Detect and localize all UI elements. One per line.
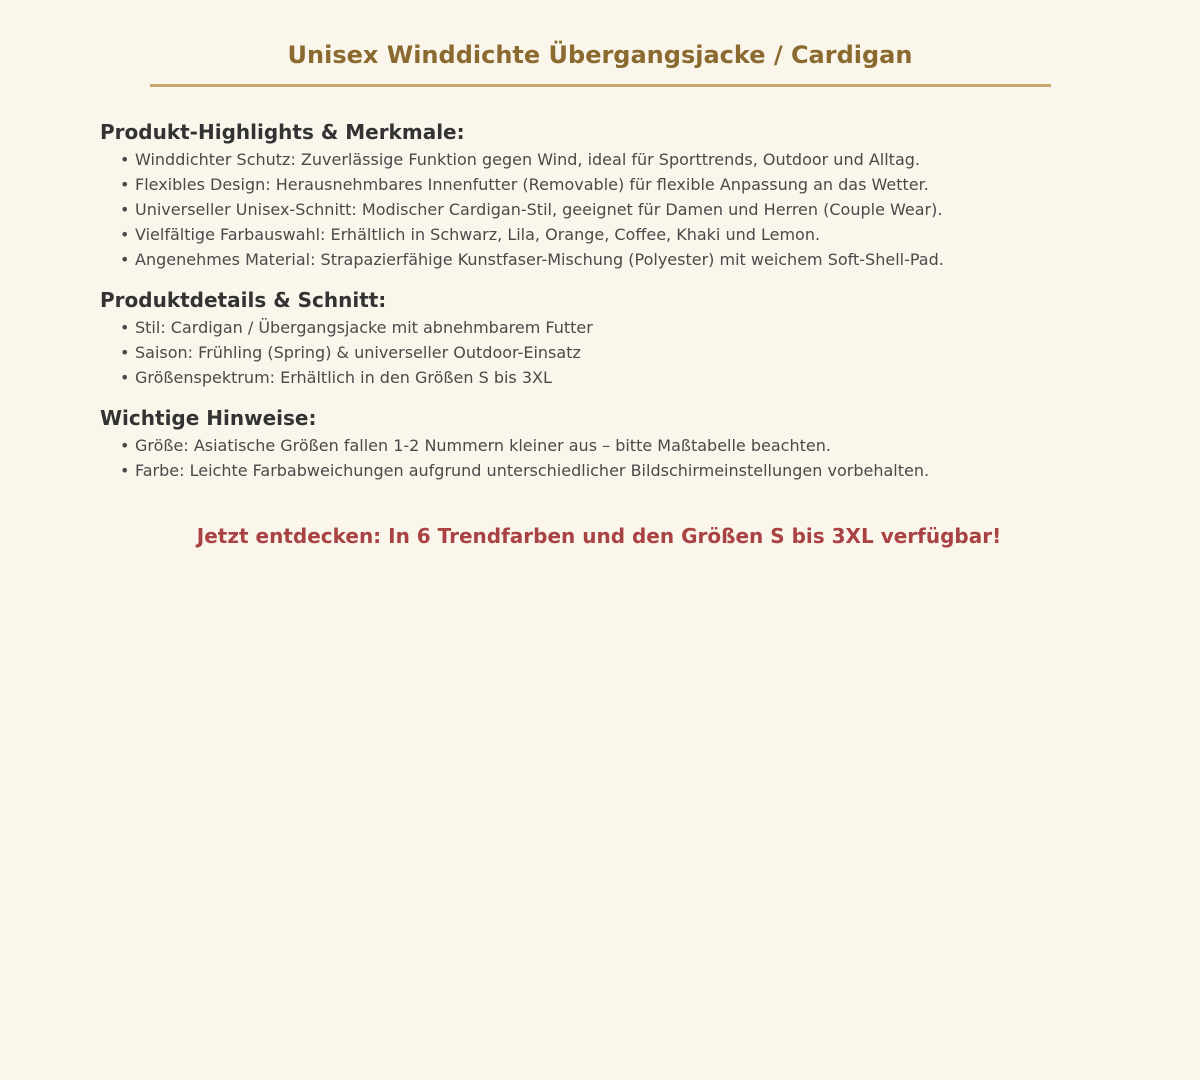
bullet-icon: • — [120, 318, 130, 337]
list-item — [120, 340, 1100, 365]
list-item-text: Größenspektrum: Erhältlich in den Größen S bis 3XL — [135, 368, 552, 387]
list-item — [120, 222, 1100, 247]
list-item-text: Saison: Frühling (Spring) & universeller Outdoor-Einsatz — [135, 343, 581, 362]
section-heading: Produkt-Highlights & Merkmale: — [100, 120, 465, 144]
section-notes — [100, 406, 1100, 483]
list-item — [120, 197, 1100, 222]
list-item-text: Vielfältige Farbauswahl: Erhältlich in Schwarz, Lila, Orange, Coffee, Khaki und Lemon. — [135, 225, 821, 244]
list-item — [120, 247, 1100, 272]
page-title: Unisex Winddichte Übergangsjacke / Cardigan — [287, 41, 913, 69]
bullet-icon: • — [120, 150, 130, 169]
notes-list — [100, 433, 1100, 483]
list-item-text: Universeller Unisex-Schnitt: Modischer Cardigan-Stil, geeignet für Damen und Herren (Couple Wear). — [135, 200, 943, 219]
bullet-icon: • — [120, 250, 130, 269]
list-item-text: Stil: Cardigan / Übergangsjacke mit abnehmbarem Futter — [135, 318, 593, 337]
list-item-text: Farbe: Leichte Farbabweichungen aufgrund unterschiedlicher Bildschirmeinstellungen vorbehalten. — [135, 461, 930, 480]
list-item — [120, 315, 1100, 340]
section-heading: Wichtige Hinweise: — [100, 406, 317, 430]
list-item-text: Winddichter Schutz: Zuverlässige Funktion gegen Wind, ideal für Sporttrends, Outdoor und Alltag. — [135, 150, 920, 169]
list-item-text: Flexibles Design: Herausnehmbares Innenfutter (Removable) für flexible Anpassung an das Wetter. — [135, 175, 929, 194]
bullet-icon: • — [120, 436, 130, 455]
bullet-icon: • — [120, 200, 130, 219]
bullet-icon: • — [120, 368, 130, 387]
section-heading: Produktdetails & Schnitt: — [100, 288, 387, 312]
list-item — [120, 458, 1100, 483]
bullet-icon: • — [120, 225, 130, 244]
list-item-text: Größe: Asiatische Größen fallen 1-2 Nummern kleiner aus – bitte Maßtabelle beachten. — [135, 436, 831, 455]
highlights-list — [100, 147, 1100, 272]
bullet-icon: • — [120, 461, 130, 480]
details-list — [100, 315, 1100, 390]
bullet-icon: • — [120, 175, 130, 194]
content-area — [100, 120, 1100, 499]
list-item-text: Angenehmes Material: Strapazierfähige Kunstfaser-Mischung (Polyester) mit weichem Soft-Shell-Pad. — [135, 250, 944, 269]
call-to-action: Jetzt entdecken: In 6 Trendfarben und den Größen S bis 3XL verfügbar! — [196, 524, 1002, 548]
bullet-icon: • — [120, 343, 130, 362]
title-divider — [150, 84, 1051, 87]
list-item — [120, 365, 1100, 390]
list-item — [120, 147, 1100, 172]
section-details — [100, 288, 1100, 390]
list-item — [120, 433, 1100, 458]
list-item — [120, 172, 1100, 197]
section-highlights — [100, 120, 1100, 272]
